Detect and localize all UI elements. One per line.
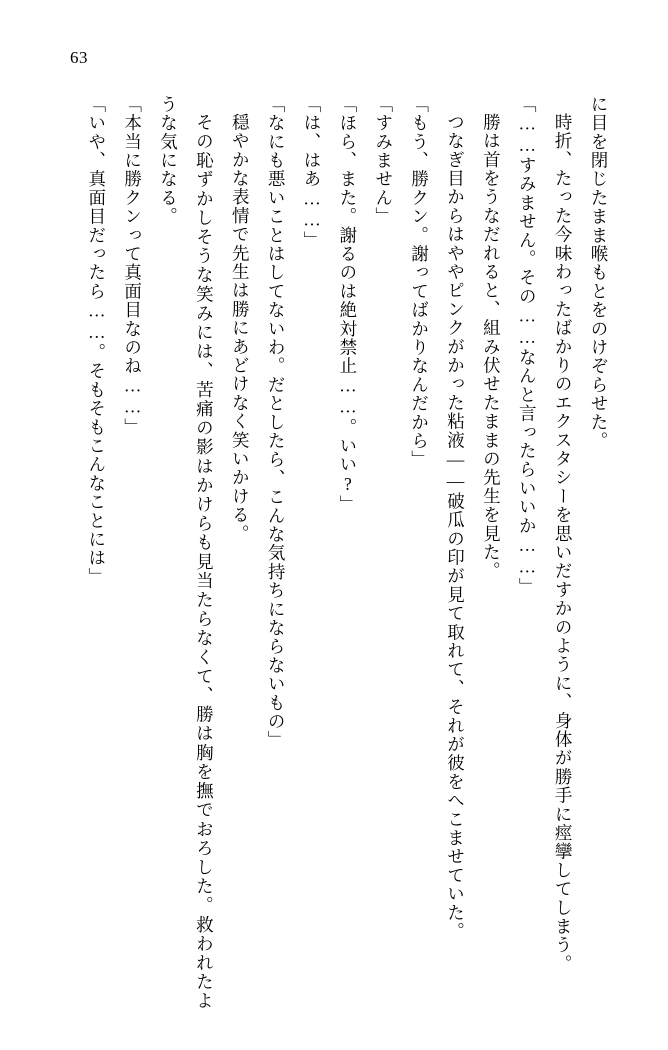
paragraph: 「もう、勝クン。謝ってばかりなんだから」 [409,95,430,469]
paragraph: 「本当に勝クンって真面目なのね……」 [122,95,143,437]
paragraph: その恥ずかしそうな笑みには、苦痛の影はかけらも見当たらなくて、勝は胸を撫でおろした。救われたような気になる。 [158,95,215,1010]
paragraph: 勝は首をうなだれると、組み伏せたままの先生を見た。 [481,112,502,580]
paragraph: 「なにも悪いことはしてないわ。だとしたら、こんな気持ちにならないもの」 [266,95,287,750]
paragraph: 「……すみません。その……なんと言ったらいいか……」 [517,95,538,597]
paragraph: 「いや、真面目だったら……。そもそもこんなことには」 [86,95,107,587]
paragraph: 「すみません」 [373,95,394,226]
page-body-text [40,95,616,1010]
page-number: 63 [70,48,88,67]
paragraph: 「は、はあ……」 [302,95,322,250]
paragraph: 時折、たった今味わったばかりのエクスタシーを思いだすかのように、身体が勝手に痙攣してしまう。 [553,112,574,973]
paragraph: に目を閉じたまま喉もとをのけぞらせた。 [589,95,609,451]
paragraph: 「ほら、また。謝るのは絶対禁止……。いい?」 [337,95,358,514]
paragraph: つなぎ目からはややピンクがかった粘液――破瓜の印が見て取れて、それが彼をへこませていた。 [445,112,466,941]
paragraph: 穏やかな表情で先生は勝にあどけなく笑いかける。 [230,112,251,543]
